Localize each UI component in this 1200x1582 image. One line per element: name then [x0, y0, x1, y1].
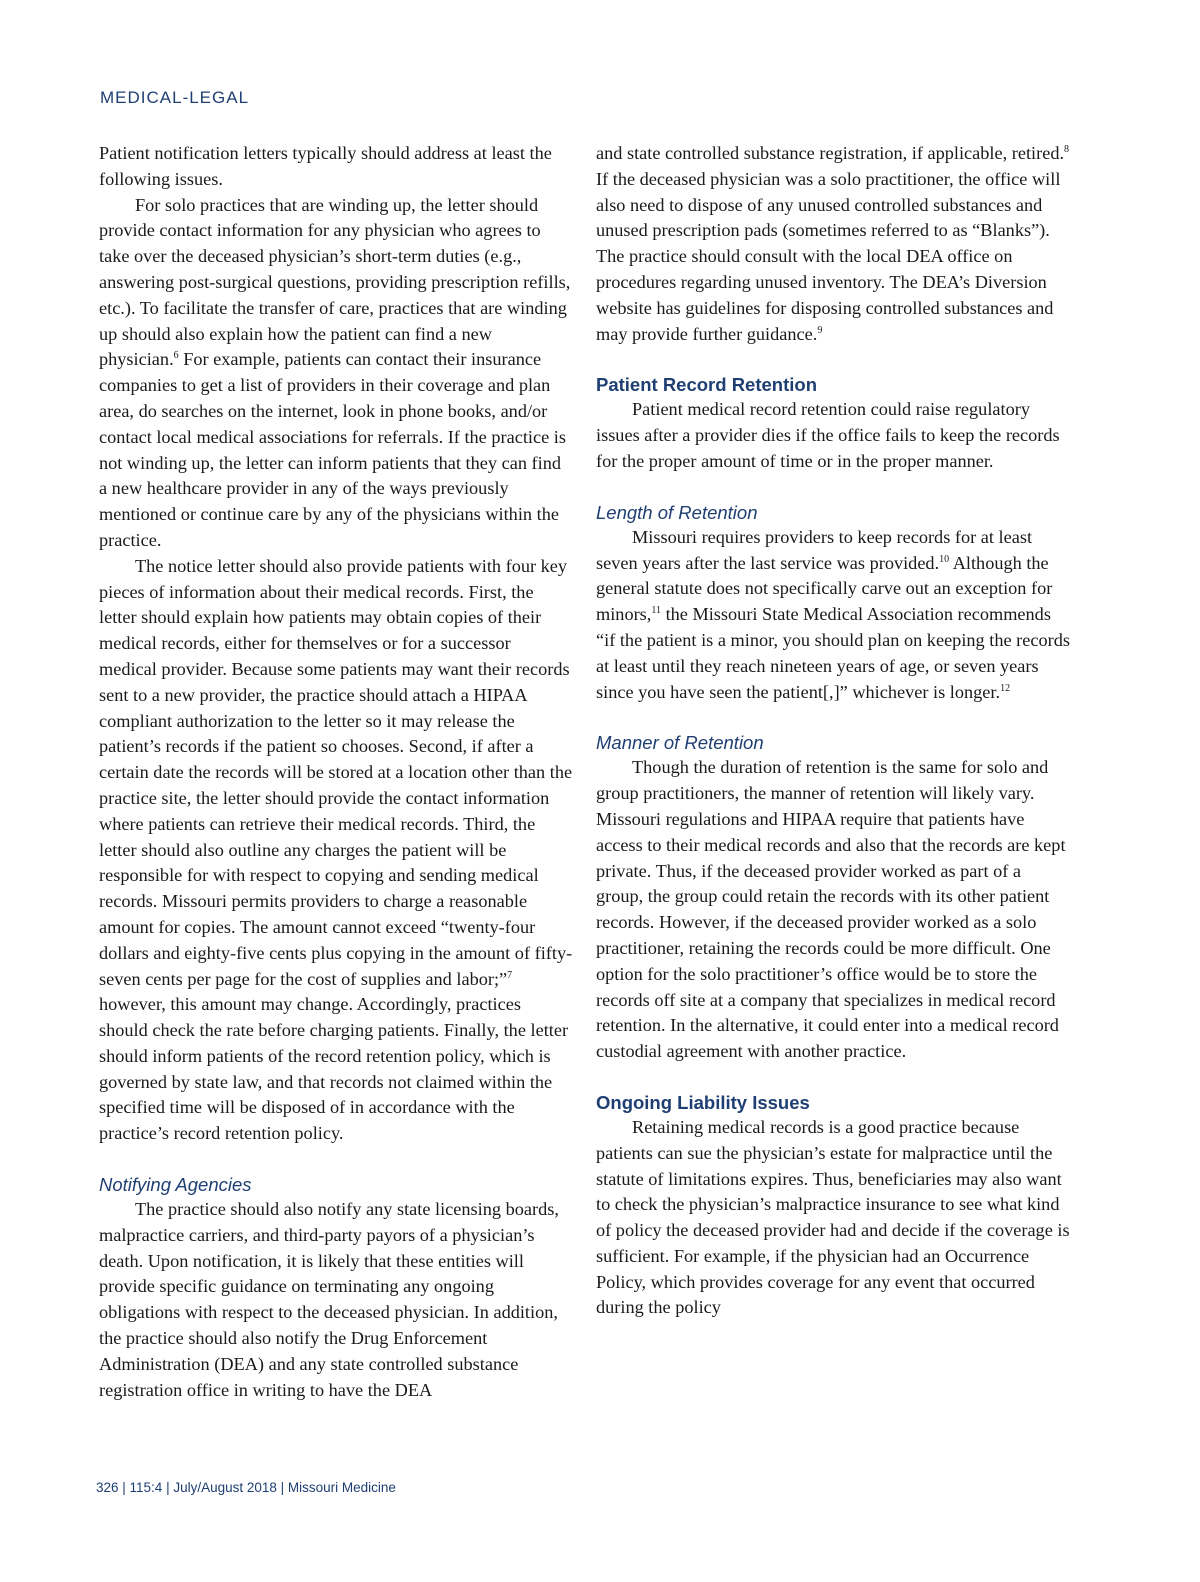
subheading-manner-of-retention: Manner of Retention	[596, 732, 764, 754]
footnote-ref: 8	[1064, 143, 1070, 155]
paragraph: and state controlled substance registration, if applicable, retired.$^8$ If the deceased physician was a solo practitioner, the office will also need to dispose of any unused controlled substances and unused prescription pads (sometimes referred to as “Blanks”). The practice should consult with the local DEA office on procedures regarding unused inventory. The DEA’s Diversion website has guidelines for disposing controlled substances and may provide further guidance.$^9$	[596, 143, 1070, 344]
footnote-ref: 9	[817, 324, 823, 336]
paragraph: Patient medical record retention could raise regulatory issues after a provider dies if the office fails to keep the records for the proper amount of time or in the proper manner.	[596, 399, 1060, 471]
footnote-ref: 11	[651, 605, 661, 617]
footnote-ref: 7	[507, 969, 513, 981]
paragraph: For solo practices that are winding up, the letter should provide contact information for any physician who agrees to take over the deceased physician’s short-term duties (e.g., answering post-surgical questions, providing prescription refills, etc.). To facilitate the transfer of care, practices that are winding up should also explain how the patient can find a new physician.$^6$ For example, patients can contact their insurance companies to get a list of providers in their coverage and plan area, do searches on the internet, look in phone books, and/or contact local medical associations for referrals. If the practice is not winding up, the letter can inform patients that they can find a new healthcare provider in any of the ways previously mentioned or continue care by any of the physicians within the practice.	[99, 194, 571, 550]
paragraph: Though the duration of retention is the same for solo and group practitioners, the manner of retention will likely vary. Missouri regulations and HIPAA require that patients have access to their medical records and also that the records are kept private. Thus, if the deceased provider worked as part of a group, the group could retain the records with its other patient records. However, if the deceased provider worked as a solo practitioner, retaining the records could be more difficult. One option for the solo practitioner’s office would be to store the records off site at a company that specializes in medical record retention. In the alternative, it could enter into a medical record custodial agreement with another practice.	[596, 757, 1066, 1062]
paragraph: The notice letter should also provide patients with four key pieces of information about their medical records. First, the letter should explain how patients may obtain copies of their medical records, either for themselves or for a successor medical provider. Because some patients may want their records sent to a new provider, the practice should attach a HIPAA compliant authorization to the letter so it may release the patient’s records if the patient so chooses. Second, if after a certain date the records will be stored at a location other than the practice site, the letter should provide the contact information where patients can retrieve their medical records. Third, the letter should also outline any charges the patient will be responsible for with respect to copying and sending medical records. Missouri permits providers to charge a reasonable amount for copies. The amount cannot exceed “twenty-four dollars and eighty-five cents plus copying in the amount of fifty-seven cents per page for the cost of supplies and labor;”$^7$ however, this amount may change. Accordingly, practices should check the rate before charging patients. Finally, the letter should inform patients of the record retention policy, which is governed by state law, and that records not claimed within the specified time will be disposed of in accordance with the practice’s record retention policy.	[99, 555, 573, 1144]
heading-ongoing-liability-issues: Ongoing Liability Issues	[596, 1091, 810, 1113]
paragraph: Retaining medical records is a good practice because patients can sue the physician’s estate for malpractice until the statute of limitations expires. Thus, beneficiaries may also want to check the physician’s malpractice insurance to see what kind of policy the deceased provider had and decide if the coverage is sufficient. For example, if the physician had an Occurrence Policy, which provides coverage for any event that occurred during the policy	[596, 1116, 1070, 1318]
section-label: MEDICAL-LEGAL	[100, 88, 250, 107]
footnote-ref: 12	[1000, 682, 1011, 694]
subheading-length-of-retention: Length of Retention	[596, 501, 758, 523]
paragraph: Patient notification letters typically should address at least the following issues.	[99, 143, 552, 189]
page-footer: 326 | 115:4 | July/August 2018 | Missouri Medicine	[96, 1480, 396, 1495]
footnote-ref: 6	[173, 350, 179, 362]
paragraph: The practice should also notify any state licensing boards, malpractice carriers, and third-party payors of a physician’s death. Upon notification, it is likely that these entities will provide specific guidance on terminating any ongoing obligations with respect to the deceased physician. In addition, the practice should also notify the Drug Enforcement Administration (DEA) and any state controlled substance registration office in writing to have the DEA	[99, 1199, 559, 1400]
footnote-ref: 10	[939, 553, 950, 565]
left-column	[99, 141, 573, 1403]
heading-patient-record-retention: Patient Record Retention	[596, 374, 817, 396]
right-column	[596, 141, 1070, 1321]
paragraph: Missouri requires providers to keep records for at least seven years after the last service was provided.$^{10}$ Although the general statute does not specifically carve out an exception for minors,$^{11}$ the Missouri State Medical Association recommends “if the patient is a minor, you should plan on keeping the records at least until they reach nineteen years of age, or seven years since you have seen the patient[,]” whichever is longer.$^{12}$	[596, 526, 1070, 702]
subheading-notifying-agencies: Notifying Agencies	[99, 1174, 252, 1196]
